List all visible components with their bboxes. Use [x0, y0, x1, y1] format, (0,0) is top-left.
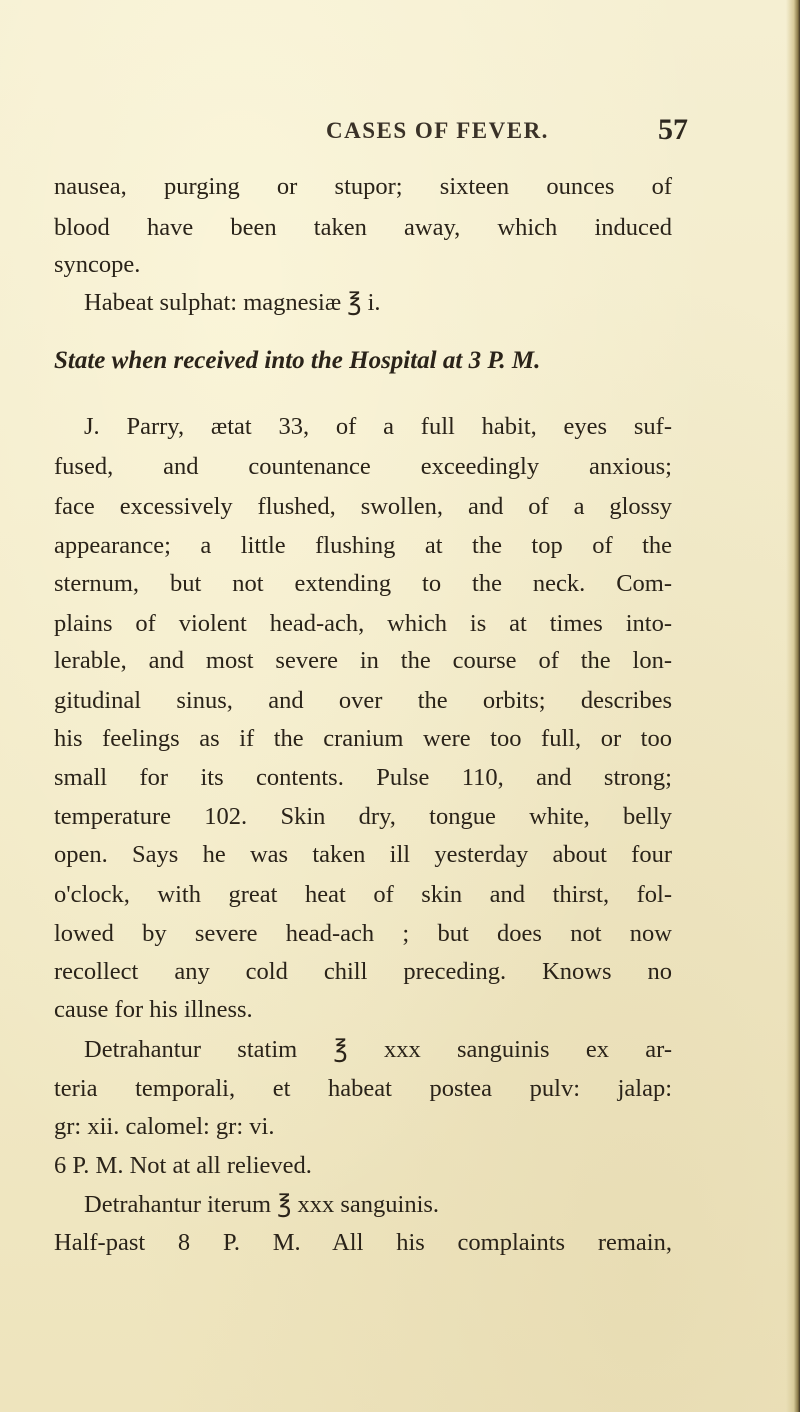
text-line: cause for his illness.: [54, 996, 253, 1023]
text-line: Detrahantur iterum ℥ xxx sanguinis.: [84, 1191, 440, 1218]
page-edge-shadow: [786, 0, 800, 1412]
text-line: 6 P. M. Not at all relieved.: [54, 1152, 312, 1179]
page-number: 57: [658, 113, 688, 146]
text-line: Habeat sulphat: magnesiæ ℥ i.: [84, 289, 381, 316]
running-head: [0, 113, 800, 158]
text-line: sternum, but not extending to the neck. Com-: [54, 570, 672, 597]
text-line: lerable, and most severe in the course of the lon-: [54, 647, 672, 674]
text-line: small for its contents. Pulse 110, and strong;: [54, 764, 672, 791]
running-head-title: CASES OF FEVER.: [326, 118, 549, 143]
text-line: plains of violent head-ach, which is at times into-: [54, 610, 672, 637]
text-line: recollect any cold chill preceding. Knows no: [54, 958, 672, 985]
text-line: Half-past 8 P. M. All his complaints remain,: [54, 1229, 672, 1256]
text-line: o'clock, with great heat of skin and thirst, fol-: [54, 881, 672, 908]
text-line: open. Says he was taken ill yesterday about four: [54, 841, 672, 868]
text-line: teria temporali, et habeat postea pulv: jalap:: [54, 1075, 672, 1102]
text-line: Detrahantur statim ℥ xxx sanguinis ex ar-: [84, 1036, 672, 1063]
text-line: lowed by severe head-ach ; but does not now: [54, 920, 672, 947]
text-line: his feelings as if the cranium were too full, or too: [54, 725, 672, 752]
text-line: gr: xii. calomel: gr: vi.: [54, 1113, 275, 1140]
text-line: temperature 102. Skin dry, tongue white, belly: [54, 803, 672, 830]
text-line: gitudinal sinus, and over the orbits; describes: [54, 687, 672, 714]
text-line: appearance; a little flushing at the top of the: [54, 532, 672, 559]
text-line: nausea, purging or stupor; sixteen ounces of: [54, 173, 672, 200]
text-line: face excessively flushed, swollen, and of a glossy: [54, 493, 672, 520]
text-line: blood have been taken away, which induced: [54, 214, 672, 241]
text-line: syncope.: [54, 251, 141, 278]
text-line: fused, and countenance exceedingly anxious;: [54, 453, 672, 480]
text-line: J. Parry, ætat 33, of a full habit, eyes suf-: [84, 413, 672, 440]
section-heading: State when received into the Hospital at 3 P. M.: [54, 347, 541, 374]
